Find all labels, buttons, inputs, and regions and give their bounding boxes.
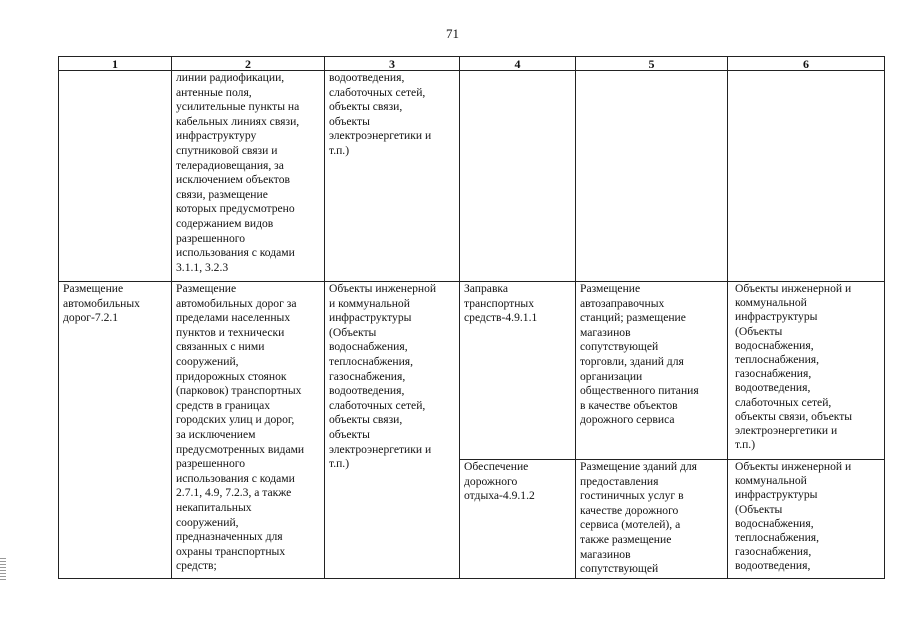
cell-roads-col1: Размещение автомобильных дорог-7.2.1: [59, 282, 172, 579]
page-number: 71: [446, 26, 459, 41]
cell-fueling-col5: Размещение автозаправочных станций; размещение магазинов сопутствующей торговли, зданий для организации общественного питания в качестве объектов дорожного сервиса: [576, 282, 728, 460]
table-row-roads: [59, 282, 885, 460]
cell-continued-col3: водоотведения, слаботочных сетей, объекты связи, объекты электроэнергетики и т.п.): [325, 71, 460, 282]
scan-edge-mark: [0, 558, 6, 582]
cell-rest-col4: Обеспечение дорожного отдыха-4.9.1.2: [460, 460, 576, 579]
cell-fueling-col4: Заправка транспортных средств-4.9.1.1: [460, 282, 576, 460]
table-row-continued: [59, 71, 885, 282]
cell-continued-col4: [460, 71, 576, 282]
cell-continued-col6: [728, 71, 885, 282]
cell-continued-col2: линии радиофикации, антенные поля, усилительные пункты на кабельных линиях связи, инфраструктуру спутниковой связи и телерадиовещания, за исключением объектов связи, размещение которых предусмотрено содержанием видов разрешенного использования с кодами 3.1.1, 3.2.3: [172, 71, 325, 282]
cell-fueling-col6: Объекты инженерной и коммунальной инфраструктуры (Объекты водоснабжения, теплоснабжения, газоснабжения, водоотведения, слаботочных сетей, объекты связи, объекты электроэнергетики и т.п.): [728, 282, 885, 460]
cell-roads-col2: Размещение автомобильных дорог за пределами населенных пунктов и технически связанных с ними сооружений, придорожных стоянок (парковок) транспортных средств в границах городских улиц и дорог, за исключением предусмотренных видами разрешенного использования с кодами 2.7.1, 4.9, 7.2.3, а также некапитальных сооружений, предназначенных для охраны транспортных средств;: [172, 282, 325, 579]
cell-rest-col5: Размещение зданий для предоставления гостиничных услуг в качестве дорожного сервиса (мотелей), а также размещение магазинов сопутствующей: [576, 460, 728, 579]
column-header-2: 2: [172, 57, 325, 71]
table-header-row: [59, 57, 885, 71]
column-header-4: 4: [460, 57, 576, 71]
column-header-6: 6: [728, 57, 885, 71]
column-header-5: 5: [576, 57, 728, 71]
column-header-1: 1: [59, 57, 172, 71]
cell-roads-col3: Объекты инженерной и коммунальной инфраструктуры (Объекты водоснабжения, теплоснабжения, газоснабжения, водоотведения, слаботочных сетей, объекты связи, объекты электроэнергетики и т.п.): [325, 282, 460, 579]
land-use-table: [58, 56, 885, 579]
cell-rest-col6: Объекты инженерной и коммунальной инфраструктуры (Объекты водоснабжения, теплоснабжения, газоснабжения, водоотведения,: [728, 460, 885, 579]
column-header-3: 3: [325, 57, 460, 71]
cell-continued-col5: [576, 71, 728, 282]
cell-continued-col1: [59, 71, 172, 282]
